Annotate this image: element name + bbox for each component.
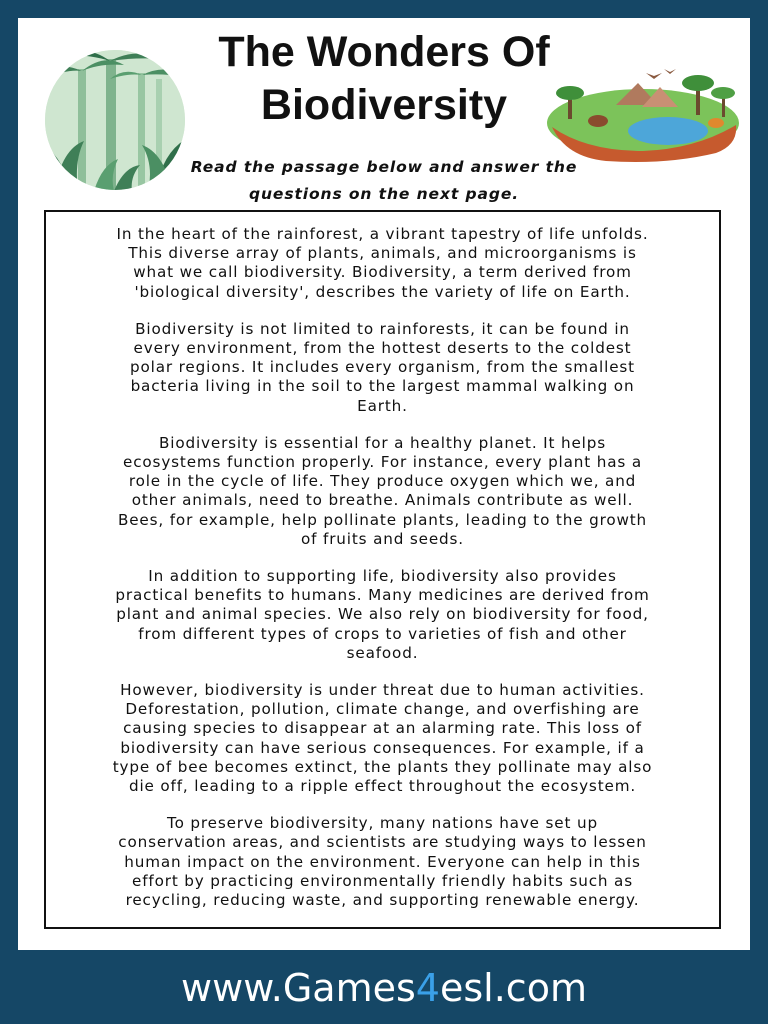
url-prefix: www.Games (181, 966, 416, 1010)
passage-line: plant and animal species. We also rely on biodiversity for food, (116, 605, 649, 624)
passage-line: causing species to disappear at an alarming rate. This loss of (123, 719, 642, 738)
passage-line: 'biological diversity', describes the variety of life on Earth. (134, 282, 631, 301)
passage-line: biodiversity can have serious consequences. For example, if a (120, 738, 645, 757)
passage-line: bacteria living in the soil to the largest mammal walking on (130, 377, 635, 396)
passage-line: type of bee becomes extinct, the plants they pollinate may also (112, 757, 653, 776)
instructions (138, 154, 630, 208)
passage-line: This diverse array of plants, animals, and microorganisms is (128, 244, 637, 263)
passage-line: To preserve biodiversity, many nations have set up (167, 814, 598, 833)
passage-line: what we call biodiversity. Biodiversity, a term derived from (133, 263, 632, 282)
passage-line: In the heart of the rainforest, a vibrant tapestry of life unfolds. (116, 225, 649, 243)
passage-paragraph-1 (54, 225, 711, 302)
passage-line: die off, leading to a ripple effect throughout the ecosystem. (128, 777, 637, 796)
worksheet-title (188, 26, 580, 132)
passage-line: Earth. (357, 396, 408, 415)
url-number: 4 (415, 966, 440, 1010)
passage-line: conservation areas, and scientists are studying ways to lessen (118, 833, 647, 852)
reading-passage (44, 210, 721, 929)
passage-line: role in the cycle of life. They produce oxygen which we, and (128, 472, 637, 491)
passage-line: Biodiversity is essential for a healthy planet. It helps (159, 433, 606, 452)
passage-paragraph-4 (54, 567, 711, 663)
passage-line: In addition to supporting life, biodiversity also provides (148, 567, 617, 586)
url-suffix: esl.com (439, 966, 587, 1010)
site-url-footer[interactable] (0, 956, 768, 1024)
passage-line: recycling, reducing waste, and supporting renewable energy. (125, 891, 640, 910)
passage-line: practical benefits to humans. Many medicines are derived from (115, 586, 650, 605)
passage-line: of fruits and seeds. (301, 529, 464, 548)
passage-paragraph-2 (54, 320, 711, 416)
passage-line: ecosystems function properly. For instance, every plant has a (123, 453, 642, 472)
passage-line: other animals, need to breathe. Animals contribute as well. (131, 491, 634, 510)
instructions-line-2: questions on the next page. (248, 185, 520, 203)
passage-line: polar regions. It includes every organism, from the smallest (130, 358, 635, 377)
passage-line: effort by practicing environmentally friendly habits such as (132, 871, 633, 890)
passage-line: from different types of crops to varieties of fish and other (138, 624, 627, 643)
instructions-line-1: Read the passage below and answer the (190, 158, 578, 176)
passage-paragraph-5 (54, 681, 711, 796)
passage-line: seafood. (346, 643, 419, 662)
passage-line: Biodiversity is not limited to rainforests, it can be found in (135, 319, 630, 338)
passage-paragraph-3 (54, 434, 711, 549)
passage-paragraph-6 (54, 814, 711, 910)
passage-line: Bees, for example, help pollinate plants, leading to the growth (117, 510, 648, 529)
passage-line: every environment, from the hottest deserts to the coldest (133, 339, 632, 358)
ecosystem-island-icon (546, 65, 740, 165)
worksheet-page (18, 18, 750, 950)
title-line-2: Biodiversity (260, 81, 508, 129)
title-line-1: The Wonders Of (218, 28, 550, 76)
passage-line: Deforestation, pollution, climate change, and overfishing are (125, 700, 640, 719)
passage-line: However, biodiversity is under threat due to human activities. (120, 681, 645, 700)
passage-line: human impact on the environment. Everyone can help in this (124, 852, 641, 871)
